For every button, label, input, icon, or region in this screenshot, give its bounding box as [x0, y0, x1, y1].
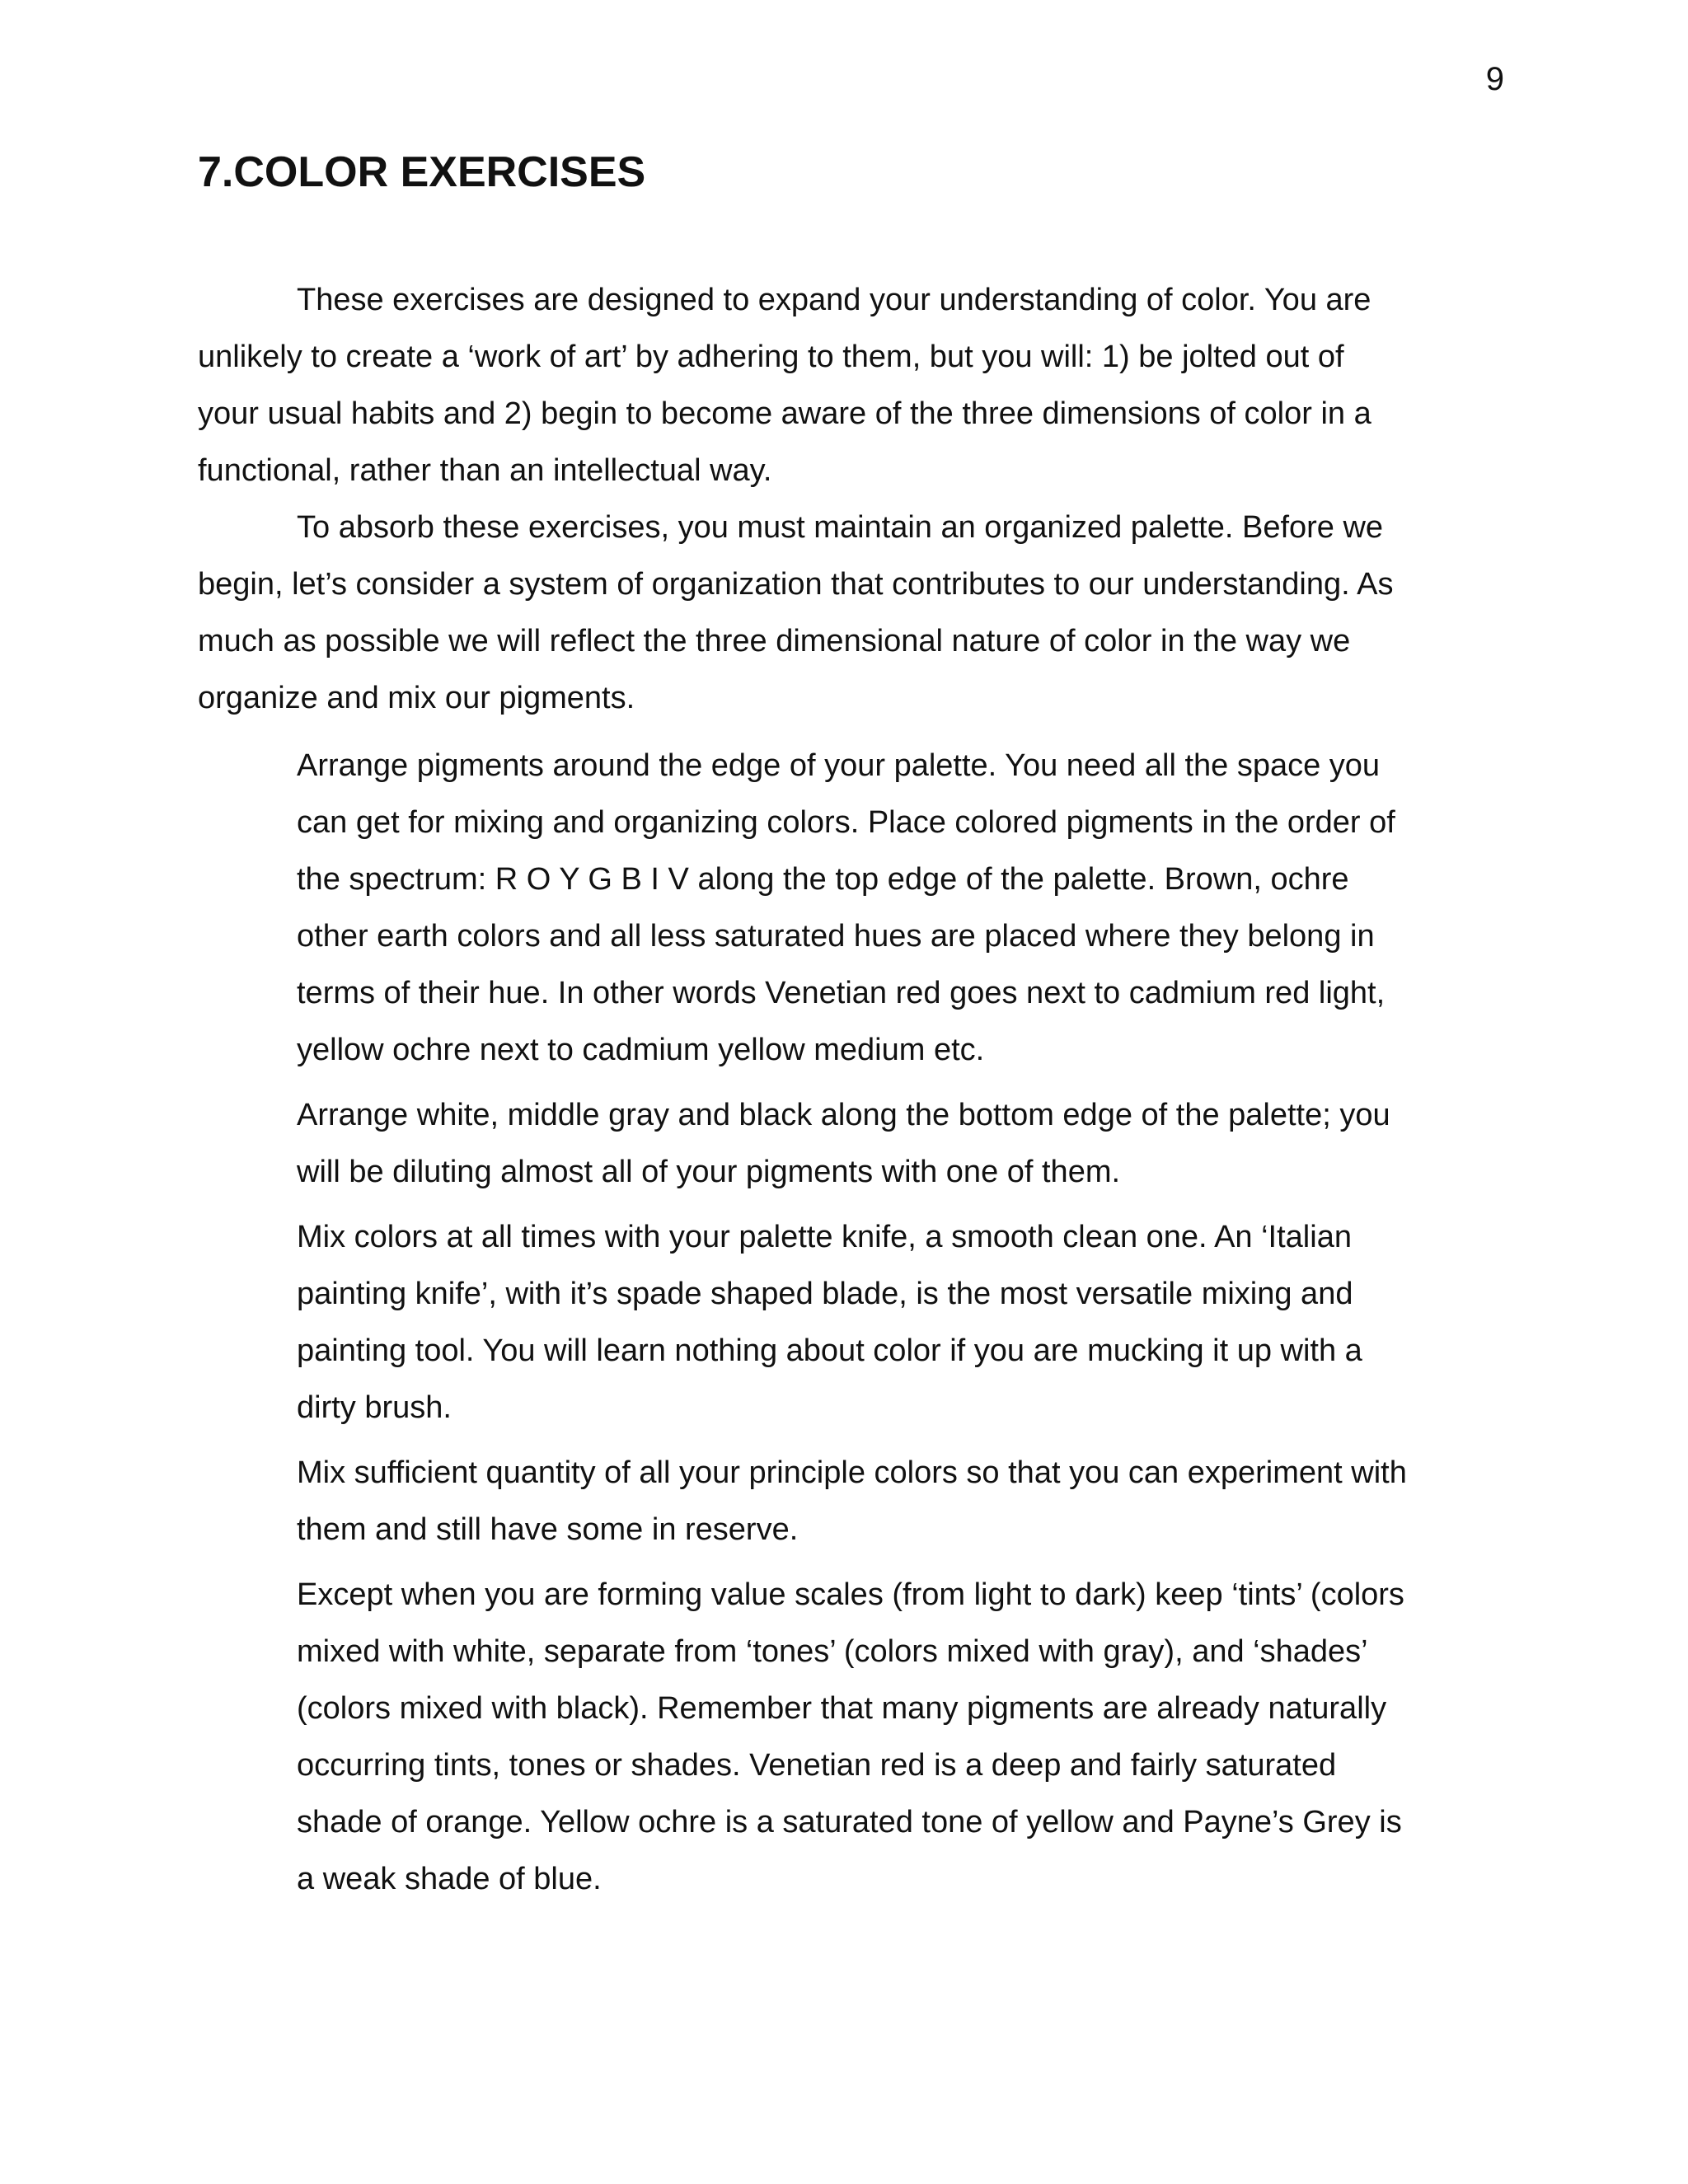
text-line: mixed with white, separate from ‘tones’ (colors mixed with gray), and ‘shades’: [297, 1634, 1368, 1669]
section-heading: 7.COLOR EXERCISES: [198, 148, 646, 196]
text-line: yellow ochre next to cadmium yellow medium etc.: [297, 1033, 985, 1067]
guideline-item: [297, 1087, 1475, 1201]
text-line: shade of orange. Yellow ochre is a saturated tone of yellow and Payne’s Grey is: [297, 1805, 1402, 1840]
text-line: dirty brush.: [297, 1390, 452, 1425]
text-line: will be diluting almost all of your pigments with one of them.: [297, 1155, 1121, 1189]
guideline-item: [297, 1567, 1475, 1908]
text-line: the spectrum: R O Y G B I V along the top edge of the palette. Brown, ochre: [297, 862, 1349, 897]
text-line: Arrange white, middle gray and black along the bottom edge of the palette; you: [297, 1098, 1390, 1132]
text-line: unlikely to create a ‘work of art’ by adhering to them, but you will: 1) be jolted out of: [198, 340, 1344, 374]
text-line: Mix sufficient quantity of all your principle colors so that you can experiment with: [297, 1455, 1407, 1490]
text-line: occurring tints, tones or shades. Venetian red is a deep and fairly saturated: [297, 1748, 1337, 1783]
intro-paragraph: [198, 499, 1467, 727]
text-line: them and still have some in reserve.: [297, 1512, 799, 1547]
guideline-item: [297, 738, 1475, 1079]
text-line: a weak shade of blue.: [297, 1862, 602, 1896]
guideline-item: [297, 1209, 1475, 1436]
intro-section: [198, 272, 1467, 727]
page-number: 9: [1485, 61, 1504, 97]
text-line: functional, rather than an intellectual way.: [198, 453, 772, 488]
text-line: Arrange pigments around the edge of your palette. You need all the space you: [297, 748, 1381, 783]
intro-paragraph: [198, 272, 1467, 499]
text-line: other earth colors and all less saturated hues are placed where they belong in: [297, 919, 1375, 954]
guidelines-list: [297, 738, 1475, 1916]
guideline-item: [297, 1445, 1475, 1558]
text-line: your usual habits and 2) begin to become aware of the three dimensions of color in a: [198, 396, 1372, 431]
text-line: To absorb these exercises, you must maintain an organized palette. Before we: [297, 510, 1384, 545]
text-line: (colors mixed with black). Remember that many pigments are already naturally: [297, 1691, 1387, 1726]
text-line: can get for mixing and organizing colors. Place colored pigments in the order of: [297, 805, 1395, 840]
text-line: Except when you are forming value scales (from light to dark) keep ‘tints’ (colors: [297, 1577, 1404, 1612]
text-line: begin, let’s consider a system of organization that contributes to our understanding. As: [198, 567, 1394, 602]
text-line: These exercises are designed to expand your understanding of color. You are: [297, 283, 1372, 317]
text-line: painting tool. You will learn nothing about color if you are mucking it up with a: [297, 1333, 1362, 1368]
text-line: painting knife’, with it’s spade shaped blade, is the most versatile mixing and: [297, 1277, 1353, 1311]
text-line: Mix colors at all times with your palette knife, a smooth clean one. An ‘Italian: [297, 1220, 1352, 1254]
text-line: organize and mix our pigments.: [198, 681, 635, 715]
text-line: terms of their hue. In other words Venetian red goes next to cadmium red light,: [297, 976, 1386, 1010]
text-line: much as possible we will reflect the three dimensional nature of color in the way we: [198, 624, 1351, 658]
